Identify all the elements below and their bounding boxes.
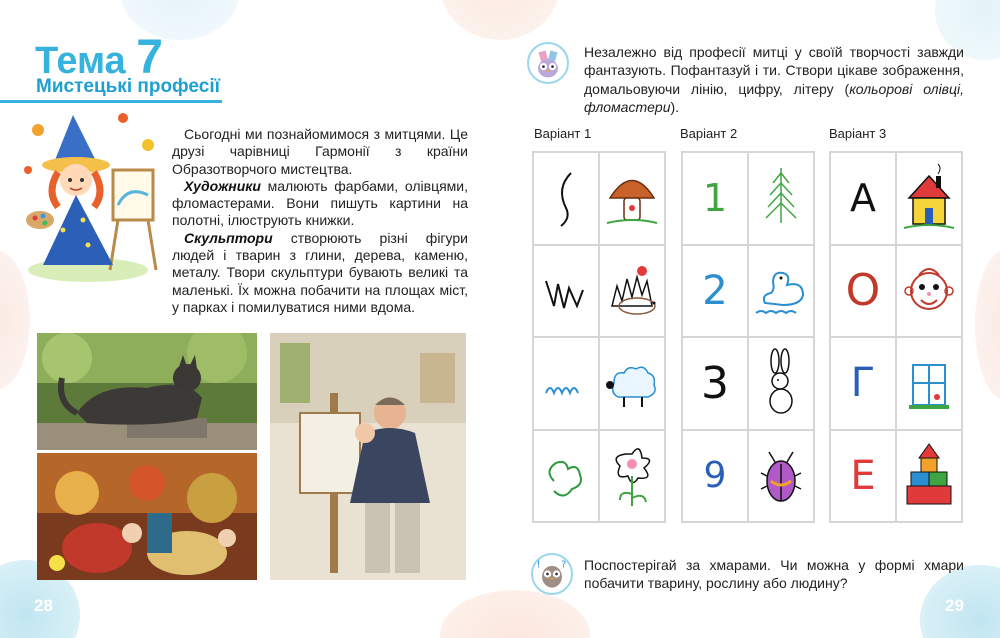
variant-2-label: Варіант 2 [680, 126, 738, 141]
intro-paragraph-2-text: малюють фарбами, олівцями, фломастерами. Вони пишуть картини на полотні, ілюструють книжки. [172, 177, 468, 229]
v2-digit-1-cell[interactable] [682, 152, 748, 245]
variant-3-label: Варіант 3 [829, 126, 887, 141]
v3-face-cell[interactable] [896, 245, 962, 338]
v3-house-cell[interactable] [896, 152, 962, 245]
variant-1-grid [532, 151, 666, 523]
intro-paragraph-1: Сьогодні ми познайомимося з митцями. Це друзі чарівниці Гармонії з країни Образотворчого мистецтва. [172, 126, 468, 177]
intro-paragraph-2 [172, 178, 468, 230]
v3-letter-o-cell[interactable] [830, 245, 896, 338]
v1-zigzag-cell[interactable] [533, 245, 599, 338]
intro-text [172, 126, 468, 316]
decor-blob [440, 0, 560, 40]
variant-2-grid [681, 151, 815, 523]
v3-letter-e-cell[interactable] [830, 430, 896, 523]
intro-paragraph-3-text: створюють різні фігури людей і тварин з глини, дерева, каменю, металу. Твори скульптури бувають великі та маленькі. Їх можна побачити на площах міст, у парках і помилуватися ними вдома. [172, 229, 468, 315]
decor-blob [440, 590, 590, 638]
fairytale-painting-photo [37, 453, 257, 580]
v2-digit-2-cell[interactable] [682, 245, 748, 338]
v3-window-cell[interactable] [896, 337, 962, 430]
v2-duck-cell[interactable] [748, 245, 814, 338]
v2-beetle-cell[interactable] [748, 430, 814, 523]
v2-digit-3-cell[interactable] [682, 337, 748, 430]
variant-3-grid [829, 151, 963, 523]
owl-question-icon [531, 553, 573, 595]
v1-squiggle-cell[interactable] [533, 430, 599, 523]
digit-one: 1 [702, 176, 728, 221]
page-number-right: 29 [945, 596, 964, 615]
variant-1-label: Варіант 1 [534, 126, 592, 141]
fairy-painter-illustration [18, 110, 166, 285]
term-sculptors: Скульптори [184, 229, 273, 246]
cat-sculpture-photo [37, 333, 257, 450]
v1-mushroom-cell[interactable] [599, 152, 665, 245]
letter-a: А [850, 176, 876, 221]
v2-digit-9-cell[interactable] [682, 430, 748, 523]
task1-text: Незалежно від професії митці у своїй творчості завжди фантазують. Пофантазуй і ти. Створи цікаве зображення, домальовуючи лінію, цифру, літеру ( [584, 44, 964, 97]
letter-g: Г [850, 360, 876, 407]
page-title: Мистецькі професії [36, 76, 220, 97]
theme-number: 7 [136, 31, 163, 84]
digit-two: 2 [702, 267, 728, 314]
title-underline [0, 100, 222, 103]
page-number-left: 28 [34, 596, 53, 615]
v1-sheep-cell[interactable] [599, 337, 665, 430]
owl-task-icon [527, 42, 569, 84]
digit-nine: 9 [703, 455, 727, 497]
task1-materials: кольорові олівці, фломастери [584, 80, 964, 115]
theme-word: Тема [35, 40, 126, 82]
svg-text:?: ? [561, 559, 567, 571]
decor-blob [975, 250, 1000, 400]
task-fantasy-instructions [584, 43, 964, 116]
v3-letter-a-cell[interactable] [830, 152, 896, 245]
v2-tree-cell[interactable] [748, 152, 814, 245]
v1-wave-cell[interactable] [533, 337, 599, 430]
v2-rabbit-cell[interactable] [748, 337, 814, 430]
v3-tower-cell[interactable] [896, 430, 962, 523]
task-clouds-question: Поспостерігай за хмарами. Чи можна у формі хмари побачити тварину, рослину або людину? [584, 557, 964, 592]
painter-at-easel-photo [270, 333, 466, 580]
v1-stroke-cell[interactable] [533, 152, 599, 245]
v1-hedgehog-cell[interactable] [599, 245, 665, 338]
intro-paragraph-3 [172, 230, 468, 316]
letter-o: О [845, 265, 881, 317]
task1-text-end: ). [670, 98, 680, 115]
letter-e: Е [850, 452, 876, 499]
digit-three: 3 [701, 357, 729, 409]
v1-flower-cell[interactable] [599, 430, 665, 523]
svg-text:!: ! [536, 559, 541, 571]
v3-letter-g-cell[interactable] [830, 337, 896, 430]
term-painters: Художники [184, 177, 261, 194]
